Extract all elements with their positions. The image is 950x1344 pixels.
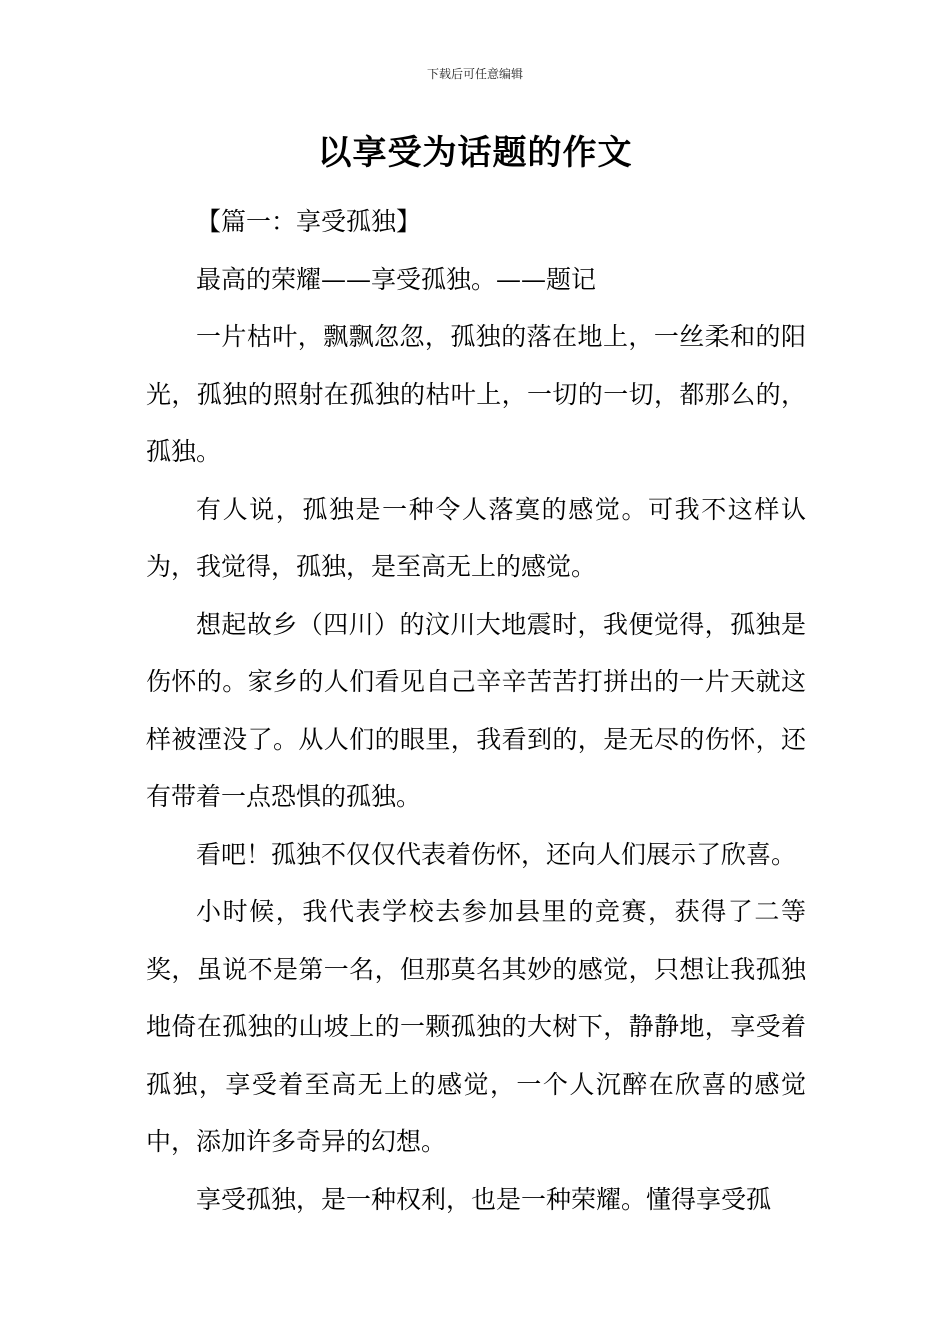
page-header-note: 下载后可任意编辑	[426, 67, 523, 81]
document-body	[146, 193, 806, 1228]
paragraph: 小时候，我代表学校去参加县里的竞赛，获得了二等奖，虽说不是第一名，但那莫名其妙的感觉，只想让我孤独地倚在孤独的山坡上的一颗孤独的大树下，静静地，享受着孤独，享受着至高无上的感觉，一个人沉醉在欣喜的感觉中，添加许多奇异的幻想。	[146, 897, 806, 1156]
paragraph: 想起故乡（四川）的汶川大地震时，我便觉得，孤独是伤怀的。家乡的人们看见自己辛辛苦苦打拼出的一片天就这样被湮没了。从人们的眼里，我看到的，是无尽的伤怀，还有带着一点恐惧的孤独。	[146, 609, 806, 811]
document-title: 以享受为话题的作文	[317, 133, 633, 173]
paragraph-epigraph: 最高的荣耀——享受孤独。——题记	[196, 264, 597, 294]
paragraph: 一片枯叶，飘飘忽忽，孤独的落在地上，一丝柔和的阳光，孤独的照射在孤独的枯叶上，一切的一切，都那么的，孤独。	[146, 322, 806, 466]
paragraph: 有人说，孤独是一种令人落寞的感觉。可我不这样认为，我觉得，孤独，是至高无上的感觉。	[146, 494, 806, 581]
paragraph: 享受孤独，是一种权利，也是一种荣耀。懂得享受孤	[196, 1184, 772, 1214]
section-label: 【篇一：享受孤独】	[196, 207, 422, 236]
paragraph: 看吧！孤独不仅仅代表着伤怀，还向人们展示了欣喜。	[196, 839, 797, 869]
